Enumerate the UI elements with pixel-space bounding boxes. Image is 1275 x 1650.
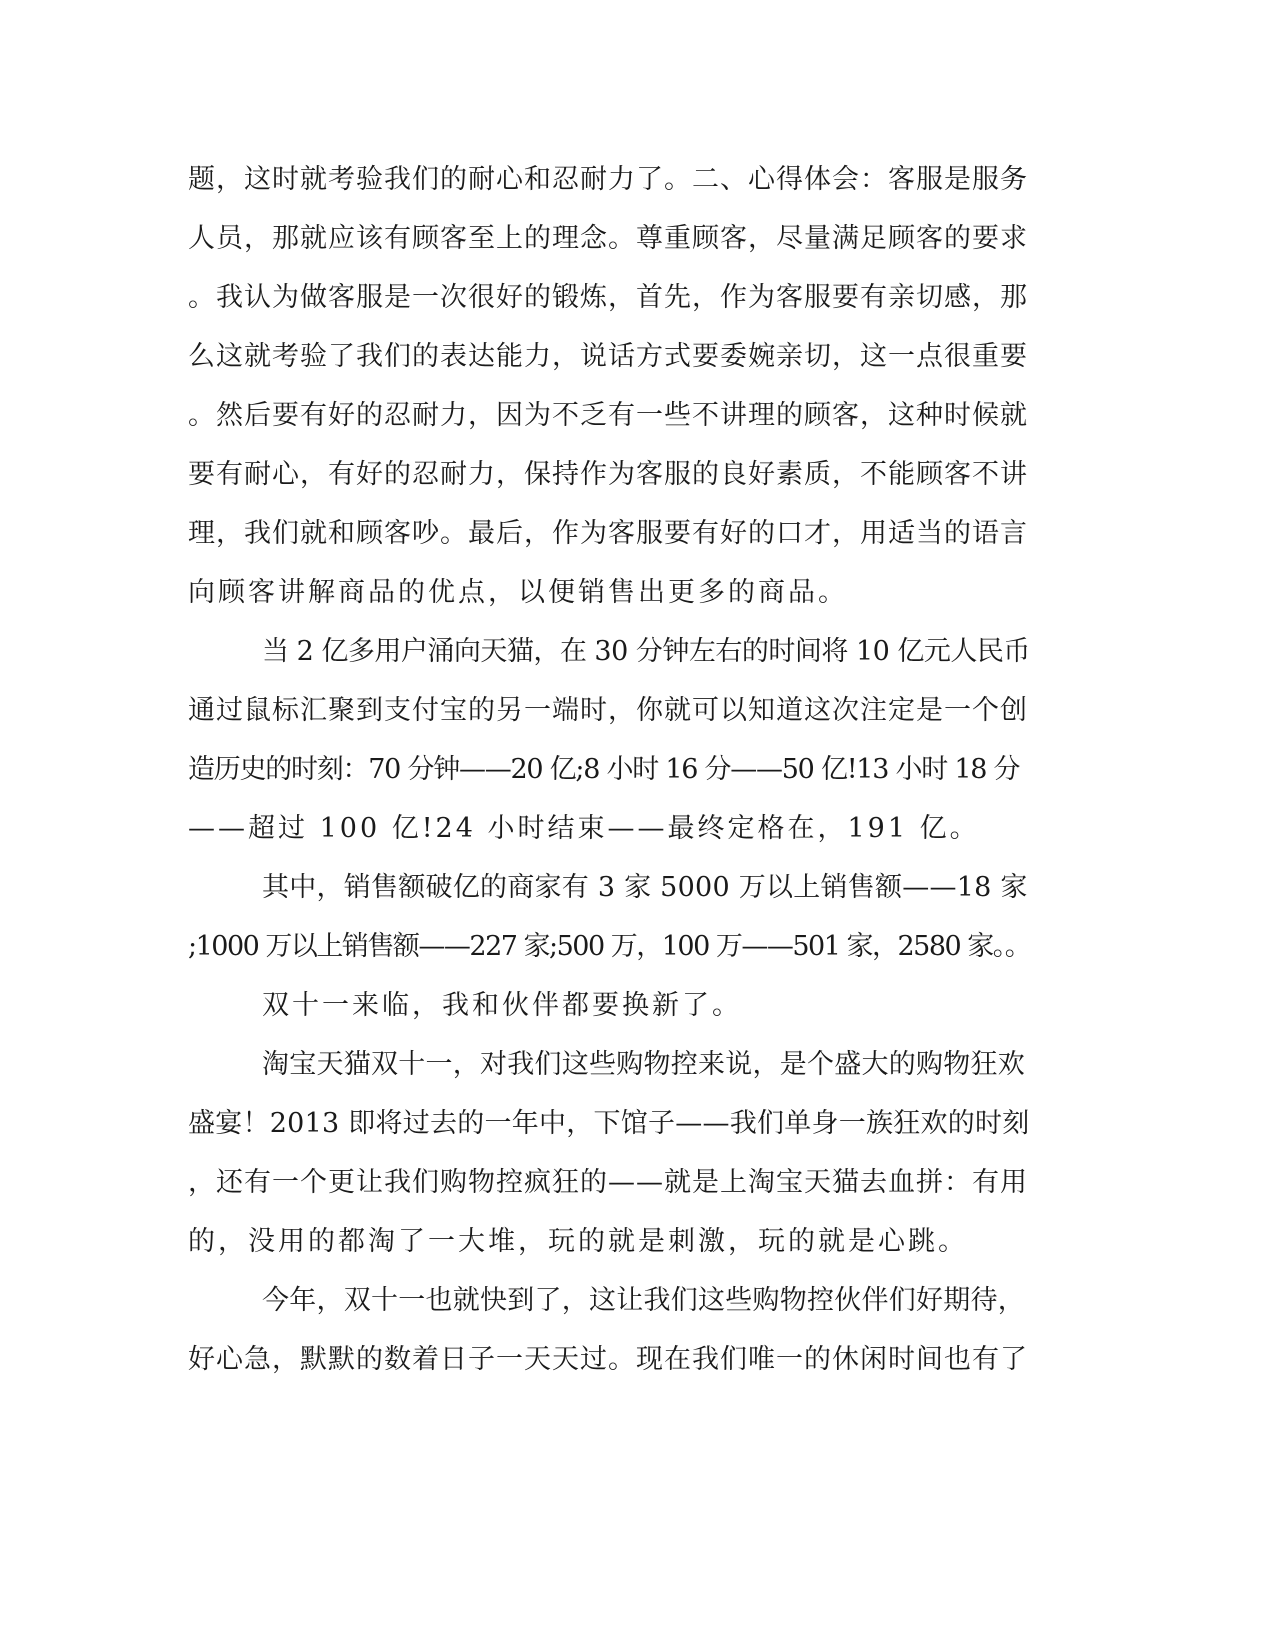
text-line: 要有耐心，有好的忍耐力，保持作为客服的良好素质，不能顾客不讲 [188, 459, 1028, 490]
paragraph-first-line: 当 2 亿多用户涌向天猫，在 30 分钟左右的时间将 10 亿元人民币 [262, 636, 1030, 667]
text-line: 题，这时就考验我们的耐心和忍耐力了。二、心得体会：客服是服务 [188, 164, 1028, 195]
text-line: 。我认为做客服是一次很好的锻炼，首先，作为客服要有亲切感，那 [188, 282, 1028, 313]
paragraph-first-line: 双十一来临，我和伙伴都要换新了。 [262, 990, 742, 1021]
text-line: 好心急，默默的数着日子一天天过。现在我们唯一的休闲时间也有了 [188, 1344, 1028, 1375]
text-line: 通过鼠标汇聚到支付宝的另一端时，你就可以知道这次注定是一个创 [188, 695, 1028, 726]
text-line: 人员，那就应该有顾客至上的理念。尊重顾客，尽量满足顾客的要求 [188, 223, 1028, 254]
text-line: ，还有一个更让我们购物控疯狂的——就是上淘宝天猫去血拼：有用 [188, 1167, 1028, 1198]
paragraph-first-line: 其中，销售额破亿的商家有 3 家 5000 万以上销售额——18 家 [262, 872, 1028, 903]
text-line: ;1000 万以上销售额——227 家;500 万，100 万——501 家，2580 家。。 [188, 931, 1031, 962]
text-line: ——超过 100 亿!24 小时结束——最终定格在，191 亿。 [188, 813, 980, 844]
text-line: 的，没用的都淘了一大堆，玩的就是刺激，玩的就是心跳。 [188, 1226, 968, 1257]
text-line: 造历史的时刻：70 分钟——20 亿;8 小时 16 分——50 亿!13 小时 18 分 [188, 754, 1020, 785]
paragraph-first-line: 今年，双十一也就快到了，这让我们这些购物控伙伴们好期待， [262, 1285, 1025, 1316]
text-line: 向顾客讲解商品的优点，以便销售出更多的商品。 [188, 577, 848, 608]
text-line: 盛宴！2013 即将过去的一年中，下馆子——我们单身一族狂欢的时刻 [188, 1108, 1030, 1139]
paragraph-first-line: 淘宝天猫双十一，对我们这些购物控来说，是个盛大的购物狂欢 [262, 1049, 1025, 1080]
text-line: 理，我们就和顾客吵。最后，作为客服要有好的口才，用适当的语言 [188, 518, 1028, 549]
text-line: 。然后要有好的忍耐力，因为不乏有一些不讲理的顾客，这种时候就 [188, 400, 1028, 431]
text-line: 么这就考验了我们的表达能力，说话方式要委婉亲切，这一点很重要 [188, 341, 1028, 372]
